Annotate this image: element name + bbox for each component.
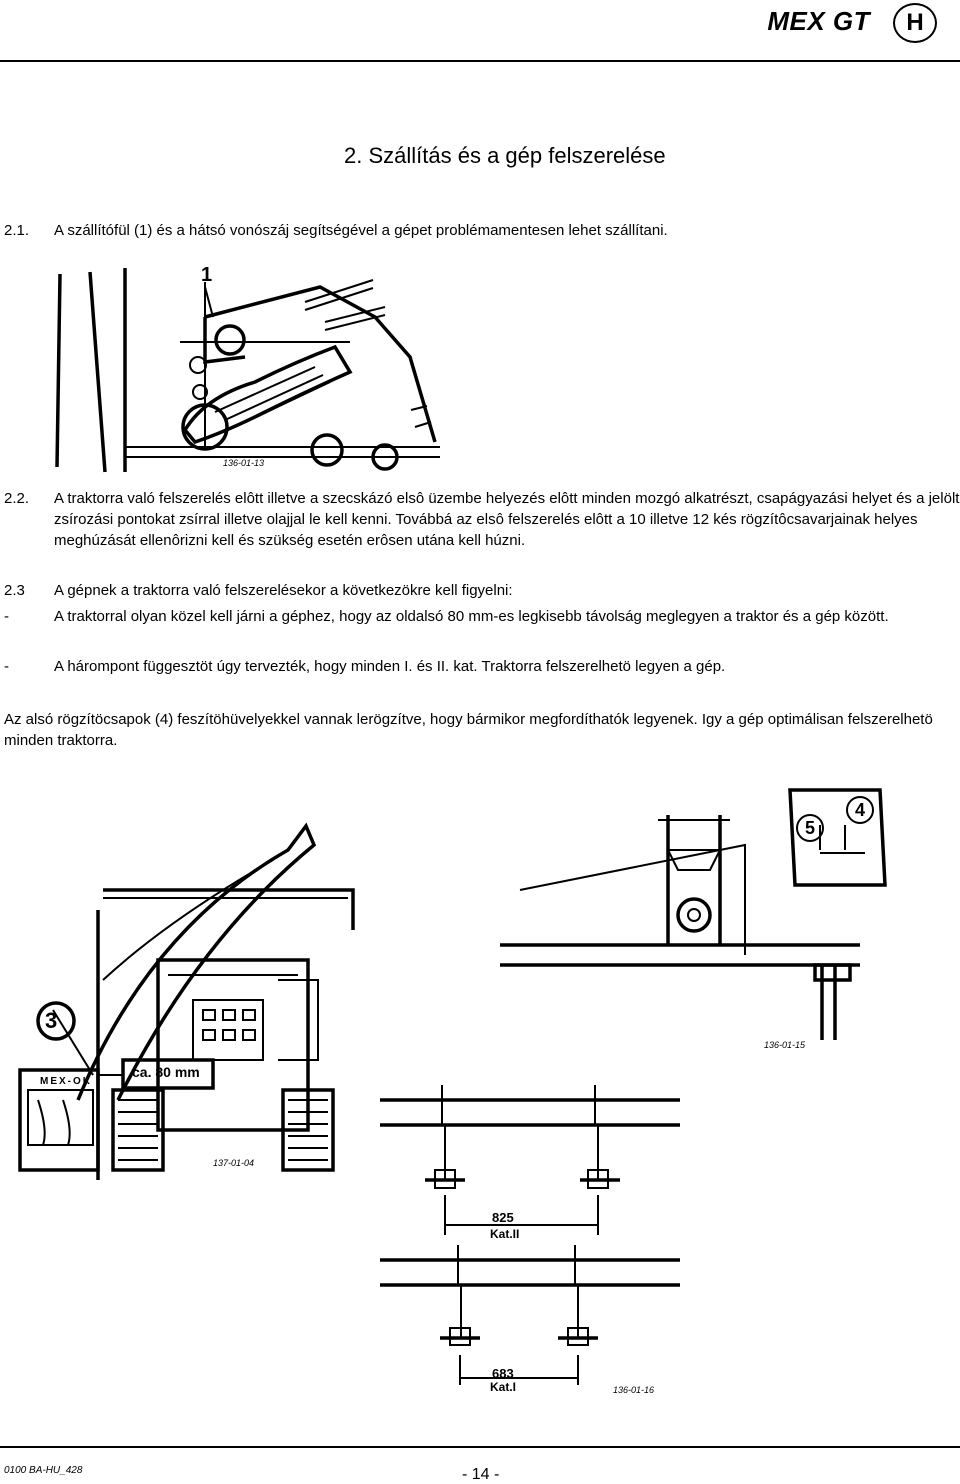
- figure-code: 137-01-04: [213, 1158, 255, 1168]
- paragraph-line-1: Az alsó rögzítöcsapok (4) feszítöhüvelyekkel vannak lerögzítve, hogy bármikor megfordíthatók legyenek. Igy a gép optimálisan felszerelhetö: [4, 711, 933, 728]
- figure-pin-distances: [380, 1080, 680, 1400]
- document-code: 0100 BA-HU_428: [4, 1465, 83, 1476]
- section-2-2-line-2: zsírozási pontokat zsírral illetve olajjal le kell kenni. Továbbá az elsô felszerelés elôtt a 10 illetve 12 kés rögzítôcsavarjainak helyes: [54, 511, 918, 528]
- dimension-825: 825: [492, 1210, 514, 1225]
- footer-divider: [0, 1446, 960, 1448]
- figure-code: 136-01-16: [613, 1385, 655, 1395]
- language-badge: H: [893, 3, 937, 43]
- section-number-2-1: 2.1.: [4, 222, 30, 239]
- callout-3: 3: [45, 1008, 58, 1033]
- distance-label: ca. 80 mm: [132, 1064, 200, 1080]
- bullet-dash-1: -: [4, 608, 9, 625]
- figure-code: 136-01-13: [223, 458, 265, 468]
- section-number-2-3: 2.3: [4, 582, 25, 599]
- section-2-1-text: A szállítófül (1) és a hátsó vonószáj segítségével a gépet problémamentesen lehet szállítani.: [54, 222, 668, 239]
- callout-5: 5: [796, 814, 824, 842]
- header-divider: [0, 60, 960, 62]
- section-number-2-2: 2.2.: [4, 490, 30, 507]
- brand-title: MEX GT: [767, 6, 870, 36]
- figure-code: 136-01-15: [764, 1040, 806, 1050]
- callout-1: 1: [201, 264, 213, 286]
- machine-plate: MEX-OK: [40, 1076, 92, 1087]
- category-kat-ii: Kat.II: [490, 1227, 520, 1241]
- category-kat-i: Kat.I: [490, 1380, 517, 1394]
- page-number: - 14 -: [462, 1466, 500, 1483]
- figure-tractor-distance: [18, 800, 358, 1180]
- figure-transport-lug: [55, 262, 445, 474]
- figure-hitch-frame: [500, 790, 900, 1060]
- bullet-dash-2: -: [4, 658, 9, 675]
- section-2-2-line-3: meghúzását ellenôrizni kell és szükség esetén erôsen utána kell húzni.: [54, 532, 526, 549]
- callout-4: 4: [846, 796, 874, 824]
- section-2-2-line-1: A traktorra való felszerelés elôtt illetve a szecskázó elsô üzembe helyezés elôtt minden mozgó alkatrészt, csapágyazási helyet és a jelölt: [54, 490, 960, 507]
- section-title: 2. Szállítás és a gép felszerelése: [344, 143, 666, 168]
- paragraph-line-2: minden traktorra.: [4, 732, 118, 749]
- dimension-683: 683: [492, 1366, 514, 1381]
- bullet-text-1: A traktorral olyan közel kell járni a géphez, hogy az oldalsó 80 mm-es legkisebb távolság meglegyen a traktor és a gép között.: [54, 608, 889, 625]
- section-2-3-text: A gépnek a traktorra való felszerelésekor a következökre kell figyelni:: [54, 582, 513, 599]
- bullet-text-2: A hárompont függesztöt úgy tervezték, hogy minden I. és II. kat. Traktorra felszerelhetö legyen a gép.: [54, 658, 726, 675]
